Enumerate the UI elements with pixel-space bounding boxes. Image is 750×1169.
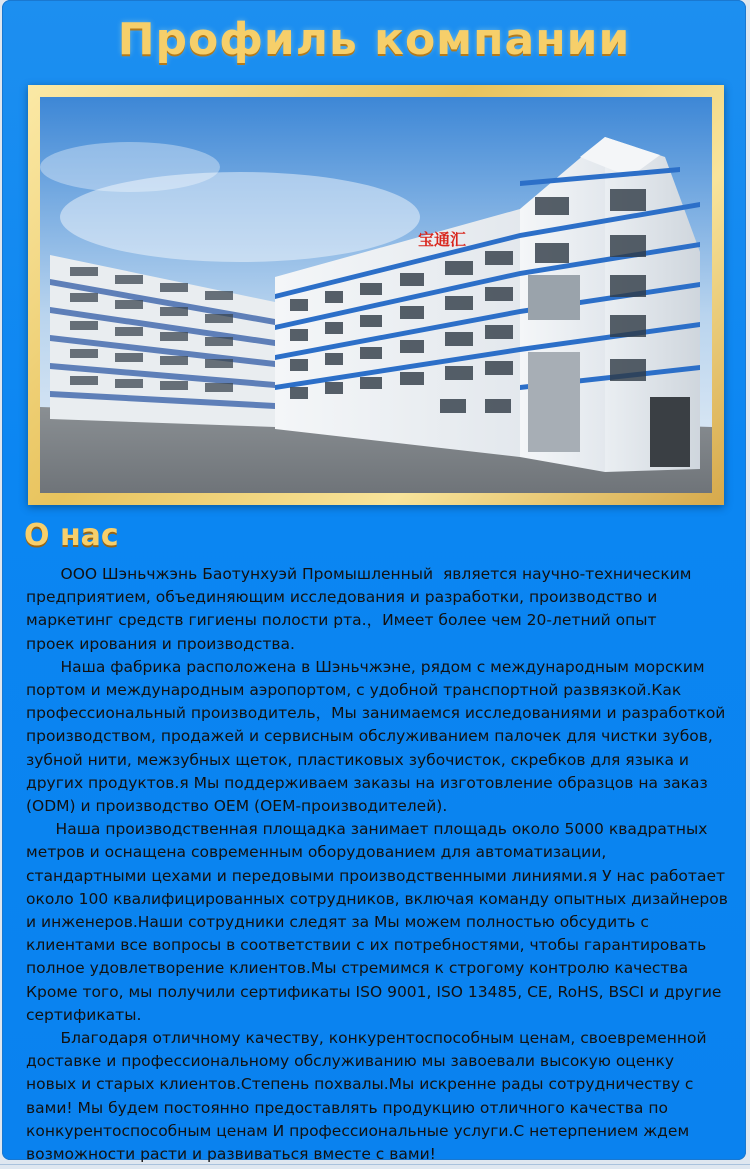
text-line: метров и оснащена современным оборудованием для автоматизации, bbox=[26, 843, 607, 862]
text-line: Благодаря отличному качеству, конкурентоспособным ценам, своевременной bbox=[26, 1029, 707, 1048]
bottom-divider bbox=[0, 1164, 750, 1165]
text-line: доставке и профессиональному обслуживанию мы завоевали высокую оценку bbox=[26, 1052, 675, 1071]
text-line: полное удовлетворение клиентов.Мы стремимся к строгому контролю качества bbox=[26, 959, 689, 978]
text-line: конкурентоспособным ценам И профессиональные услуги.С нетерпением ждем bbox=[26, 1121, 690, 1140]
page-title: Профиль компании bbox=[117, 14, 631, 65]
text-line: возможности расти и развиваться вместе с вами! bbox=[26, 1145, 436, 1164]
text-line: около 100 квалифицированных сотрудников, включая команду опытных дизайнеров bbox=[26, 889, 728, 908]
company-profile-card bbox=[2, 0, 746, 1164]
text-line: проек ирования и производства. bbox=[26, 634, 295, 653]
text-line: производством, продажей и сервисным обслуживанием палочек для чистки зубов, bbox=[26, 727, 713, 746]
text-line: Наша производственная площадка занимает площадь около 5000 квадратных bbox=[26, 820, 708, 839]
about-heading: О нас bbox=[24, 518, 119, 553]
text-line: портом и международным аэропортом, с удобной транспортной развязкой.Как bbox=[26, 681, 682, 700]
text-line: (ODM) и производство OEM (OEM-производителей). bbox=[26, 797, 448, 816]
text-line: и инженеров.Наши сотрудники следят за Мы можем полностью обсудить с bbox=[26, 913, 649, 932]
text-line: сертификаты. bbox=[26, 1005, 142, 1024]
text-line: предприятием, объединяющим исследования и разработки, производство и bbox=[26, 588, 658, 607]
text-line: зубной нити, межзубных щеток, пластиковых зубочисток, скребков для языка и bbox=[26, 750, 689, 769]
text-line: новых и старых клиентов.Степень похвалы.Мы искренне рады сотрудничеству с bbox=[26, 1075, 694, 1094]
about-text bbox=[26, 563, 736, 1166]
factory-photo bbox=[40, 97, 712, 493]
text-line: клиентами все вопросы в соответствии с их потребностями, чтобы гарантировать bbox=[26, 936, 707, 955]
text-line: маркетинг средств гигиены полости рта.，Имеет более чем 20-летний опыт bbox=[26, 611, 657, 630]
text-line: ООО Шэньчжэнь Баотунхуэй Промышленный является научно-техническим bbox=[26, 565, 692, 583]
text-line: Кроме того, мы получили сертификаты ISO 9001, ISO 13485, CE, RoHS, BSCI и другие bbox=[26, 982, 722, 1001]
text-line: Наша фабрика расположена в Шэньчжэне, рядом с международным морским bbox=[26, 657, 705, 676]
building-sign: 宝通汇 bbox=[418, 230, 467, 249]
text-line: стандартными цехами и передовыми производственными линиями.я У нас работает bbox=[26, 866, 726, 885]
text-line: профессиональный производитель，Мы занимаемся исследованиями и разработкой bbox=[26, 704, 726, 723]
text-line: вами! Мы будем постоянно предоставлять продукцию отличного качества по bbox=[26, 1098, 668, 1117]
factory-photo-frame bbox=[28, 85, 724, 505]
text-line: других продуктов.я Мы поддерживаем заказы на изготовление образцов на заказ bbox=[26, 773, 708, 792]
